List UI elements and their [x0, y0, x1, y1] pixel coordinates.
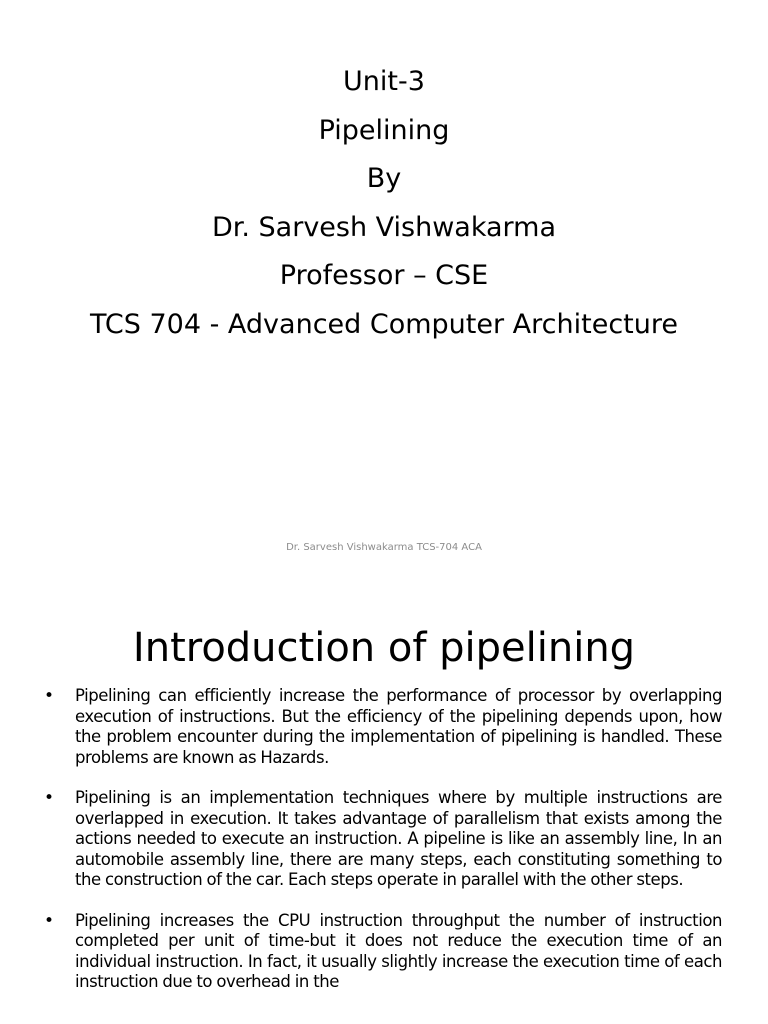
content-slide [0, 576, 768, 1024]
slide-footer: Dr. Sarvesh Vishwakarma TCS-704 ACA [286, 542, 482, 553]
bullet-text: Pipelining can efficiently increase the performance of processor by overlapping execution of instructions. But the efficiency of the pipelining depends upon, how the problem encounter during the implementation of pipelining is handled. These problems are known as Hazards. [75, 686, 722, 767]
bullet-text: Pipelining increases the CPU instruction throughput the number of instruction completed per unit of time-but it does not reduce the execution time of an individual instruction. In fact, it usually slightly increase the execution time of each instruction due to overhead in the [75, 910, 722, 991]
unit-label: Unit-3 [343, 66, 425, 97]
bullet-item [0, 686, 768, 768]
author-name: Dr. Sarvesh Vishwakarma [211, 211, 557, 243]
slide-heading: Introduction of pipelining [132, 625, 636, 671]
title-block [0, 58, 768, 349]
bullet-item [0, 788, 768, 891]
author-designation: Professor – CSE [279, 260, 489, 291]
bullet-text: Pipelining is an implementation techniques where by multiple instructions are overlapped in execution. It takes advantage of parallelism that exists among the actions needed to execute an instruction. A pipeline is like an assembly line, In an automobile assembly line, there are many steps, each constituting something to the construction of the car. Each steps operate in parallel with the other steps. [75, 788, 722, 889]
bullet-list [0, 686, 768, 1013]
bullet-item [0, 911, 768, 993]
by-label: By [366, 163, 402, 194]
bullet-icon: • [44, 686, 55, 706]
bullet-icon: • [44, 910, 55, 931]
bullet-icon: • [44, 788, 55, 808]
topic-title: Pipelining [318, 114, 450, 146]
course-title: TCS 704 - Advanced Computer Architecture [90, 308, 678, 340]
